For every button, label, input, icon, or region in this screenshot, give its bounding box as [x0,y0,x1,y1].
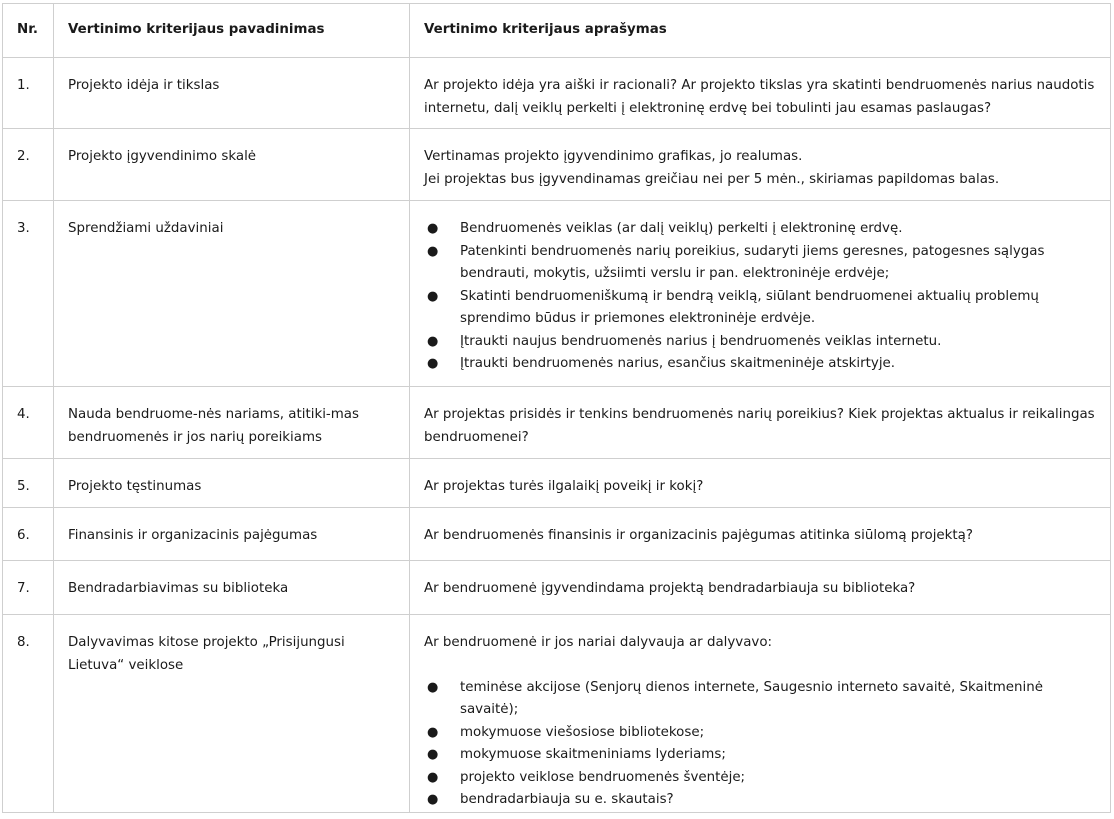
bullet-icon: ● [427,747,439,762]
bullet-icon: ● [427,679,439,695]
bullet-icon: ● [427,221,439,236]
list-item-text: mokymuose skaitmeniniams lyderiams; [460,747,726,762]
row-number: 2. [3,129,54,201]
bullet-icon: ● [427,288,439,304]
list-item [424,767,1096,790]
criterion-description: Ar bendruomenės finansinis ir organizacinis pajėgumas atitinka siūlomą projektą? [410,508,1111,561]
criterion-description [410,129,1111,201]
row-number: 6. [3,508,54,561]
list-item-text: Patenkinti bendruomenės narių poreikius, sudaryti jiems geresnes, patogesnes sąlygas bendrauti, mokytis, užsiimti verslu ir pan. elektroninėje erdvėje; [460,243,1045,281]
criterion-description: Ar projektas turės ilgalaikį poveikį ir kokį? [410,459,1111,508]
criterion-name: Nauda bendruome-nės nariams, atitiki-mas bendruomenės ir jos narių poreikiams [54,387,410,459]
list-item [424,286,1096,331]
bullet-icon: ● [427,243,439,259]
header-name: Vertinimo kriterijaus pavadinimas [54,4,410,58]
list-item-text: bendradarbiauja su e. skautais? [460,792,674,807]
row-number: 3. [3,201,54,387]
list-item [424,353,1096,376]
list-item [424,677,1096,722]
list-item [424,789,1096,812]
list-item [424,241,1096,286]
table-row [3,561,1111,615]
table-header-row [3,4,1111,58]
criterion-name: Projekto idėja ir tikslas [54,58,410,129]
bullet-list [424,677,1096,812]
header-description: Vertinimo kriterijaus aprašymas [410,4,1111,58]
header-nr: Nr. [3,4,54,58]
criteria-table [2,3,1111,813]
criterion-description: Ar projektas prisidės ir tenkins bendruomenės narių poreikius? Kiek projektas aktualus ir reikalingas bendruomenei? [410,387,1111,459]
list-item-text: teminėse akcijose (Senjorų dienos internete, Saugesnio interneto savaitė, Skaitmeninė savaitė); [460,679,1043,717]
bullet-icon: ● [427,356,439,371]
criterion-name: Projekto įgyvendinimo skalė [54,129,410,201]
row-number: 4. [3,387,54,459]
bullet-icon: ● [427,333,439,349]
list-item [424,722,1096,745]
list-item [424,331,1096,354]
table-row [3,615,1111,813]
row-number: 8. [3,615,54,813]
criterion-description [410,201,1111,387]
table-row [3,508,1111,561]
bullet-icon: ● [427,769,439,785]
list-item [424,218,1096,241]
list-item-text: Įtraukti bendruomenės narius, esančius skaitmeninėje atskirtyje. [460,356,896,371]
table-row [3,459,1111,508]
bullet-icon: ● [427,792,439,807]
list-item-text: Bendruomenės veiklas (ar dalį veiklų) perkelti į elektroninę erdvę. [460,221,903,236]
bullet-list [424,218,1096,376]
row-number: 5. [3,459,54,508]
criterion-description [410,615,1111,813]
description-line: Jei projektas bus įgyvendinamas greičiau nei per 5 mėn., skiriamas papildomas balas. [424,171,1000,187]
row-number: 7. [3,561,54,615]
row-number: 1. [3,58,54,129]
table-row [3,387,1111,459]
description-line: Vertinamas projekto įgyvendinimo grafikas, jo realumas. [424,149,803,164]
description-intro: Ar bendruomenė ir jos nariai dalyvauja ar dalyvavo: [424,635,773,650]
criterion-name: Projekto tęstinumas [54,459,410,508]
list-item-text: Skatinti bendruomeniškumą ir bendrą veiklą, siūlant bendruomenei aktualių problemų sprendimo būdus ir priemones elektroninėje erdvėje. [460,288,1039,326]
criterion-name: Bendradarbiavimas su biblioteka [54,561,410,615]
list-item [424,744,1096,767]
table-row [3,201,1111,387]
criterion-description: Ar projekto idėja yra aiški ir racionali? Ar projekto tikslas yra skatinti bendruomenės narius naudotis internetu, dalį veiklų perkelti į elektroninę erdvę bei tobulinti jau esamas paslaugas? [410,58,1111,129]
criterion-name: Finansinis ir organizacinis pajėgumas [54,508,410,561]
criterion-name: Sprendžiami uždaviniai [54,201,410,387]
list-item-text: Įtraukti naujus bendruomenės narius į bendruomenės veiklas internetu. [460,333,942,349]
table-row [3,58,1111,129]
table-row [3,129,1111,201]
criterion-description: Ar bendruomenė įgyvendindama projektą bendradarbiauja su biblioteka? [410,561,1111,615]
bullet-icon: ● [427,724,439,740]
criterion-name: Dalyvavimas kitose projekto „Prisijungusi Lietuva“ veiklose [54,615,410,813]
list-item-text: mokymuose viešosiose bibliotekose; [460,724,705,740]
list-item-text: projekto veiklose bendruomenės šventėje; [460,769,746,785]
